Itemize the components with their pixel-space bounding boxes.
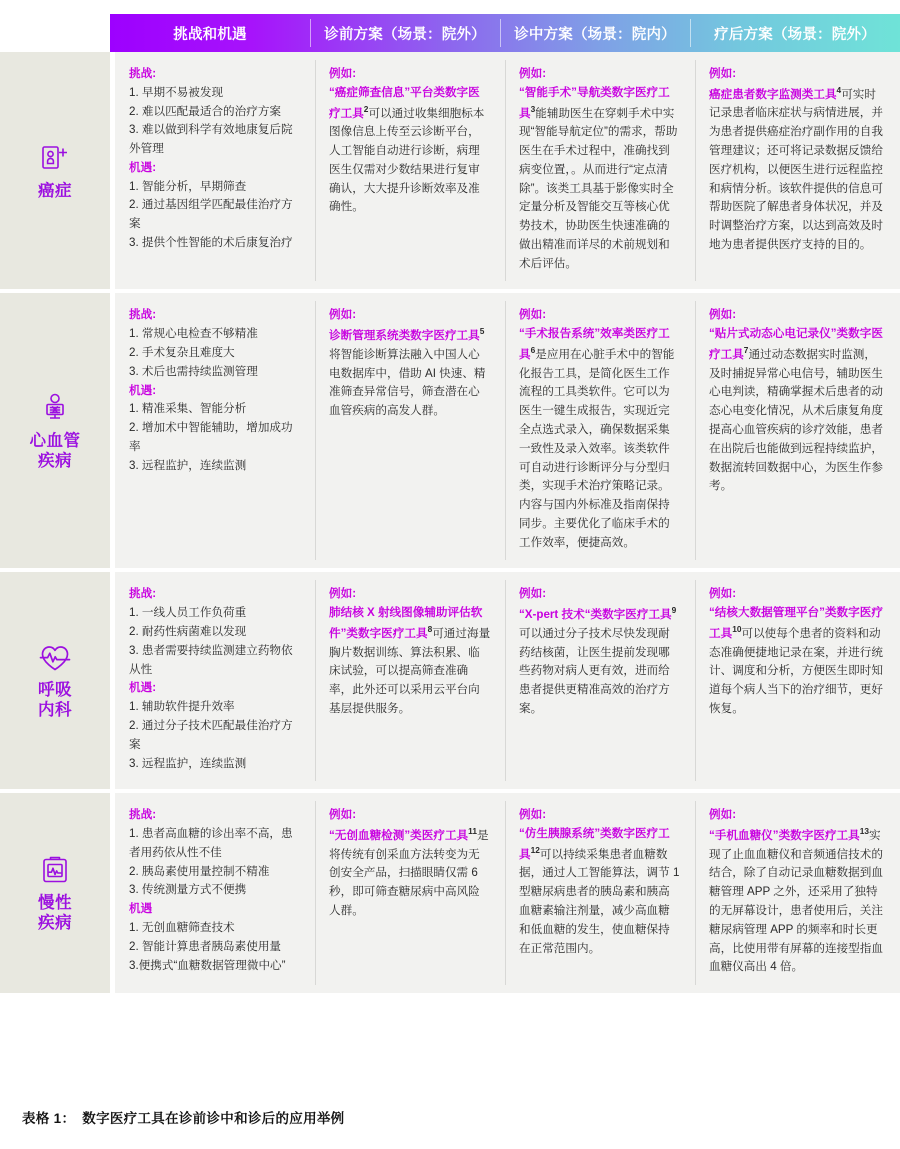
column-header-challenges (110, 14, 310, 52)
challenge-item: 2. 手术复杂且难度大 (129, 346, 235, 360)
table-caption (22, 1107, 344, 1127)
row-label-text: 慢性 疾病 (38, 894, 72, 933)
cell-mid-diagnosis (505, 572, 695, 789)
patient-monitor-icon (38, 391, 72, 425)
opportunity-label: 机遇: (129, 160, 157, 174)
example-label: 例如: (329, 308, 357, 322)
column-header-label: 诊前方案（场景：院外） (324, 26, 486, 43)
tool-description-post: 实现了止血血糖仪和音频通信技术的结合，除了自动记录血糖数据到血糖管理 APP 之外，还采用了独特的无屏幕设计，患者使用后，关注糖尿病管理 APP 的频率和时长更高，比使用带有屏幕的连接型指血血糖仪高出 4 倍。 (709, 828, 883, 974)
tool-name-pre: “癌症筛查信息”平台类数字医疗工具 (329, 85, 480, 120)
row-label-text: 呼吸 内科 (38, 680, 72, 719)
heart-pulse-icon (37, 642, 73, 674)
tool-name-pre: 诊断管理系统类数字医疗工具 (329, 329, 480, 343)
table-row (0, 52, 900, 289)
cell-challenges-opportunities (115, 293, 315, 568)
tool-name-mid: “仿生胰腺系统”类数字医疗工具 (519, 827, 670, 861)
example-label: 例如: (519, 308, 547, 322)
opportunity-item: 3. 提供个性智能的术后康复治疗 (129, 236, 293, 250)
cell-challenges-opportunities (115, 572, 315, 789)
tool-description-mid: 能辅助医生在穿刺手术中实现“智能导航定位”的需求，帮助医生在手术过程中，准确找到病变位置，。从而进行“定点清除”。该类工具基于影像实时全定量分析及智能交互等核心优势技术，协助医生快速准确的做出精准而详尽的术前规划和术后评估。 (519, 106, 678, 270)
opportunity-item: 1. 无创血糖筛查技术 (129, 920, 235, 934)
opportunity-item: 2. 通过基因组学匹配最佳治疗方案 (129, 198, 293, 231)
opportunity-label: 机遇: (129, 383, 157, 397)
table-row (0, 572, 900, 789)
challenge-item: 2. 难以匹配最适合的治疗方案 (129, 104, 282, 118)
table-row (0, 293, 900, 568)
row-label-3 (0, 793, 110, 993)
tool-name-pre: “无创血糖检测”类医疗工具 (329, 828, 469, 842)
example-label: 例如: (519, 67, 547, 80)
opportunity-item: 2. 通过分子技术匹配最佳治疗方案 (129, 718, 293, 751)
footnote-marker-mid: 3 (530, 103, 536, 114)
tool-description-post: 通过动态数据实时监测，及时捕捉异常心电信号，辅助医生心电判读，精确掌握术后患者的动态心电变化情况，从术后康复角度提高心血管疾病的诊疗效能，患者在出院后也能做到远程持续监护，数据流转回数据中心，为医生作参考。 (709, 347, 883, 493)
challenge-item: 2. 胰岛素使用量控制不精准 (129, 864, 270, 878)
challenge-label: 挑战: (129, 67, 157, 80)
row-label-1 (0, 293, 110, 568)
challenge-item: 2. 耐药性病菌难以发现 (129, 625, 247, 639)
tool-description-post: 可以使每个患者的资料和动态准确便捷地记录在案，并进行统计、调度和分析，方便医生即时知道每个病人当下的治疗细节，更好恢复。 (709, 626, 883, 716)
column-header-label: 挑战和机遇 (173, 26, 247, 43)
challenge-item: 1. 患者高血糖的诊出率不高，患者用药依从性不佳 (129, 827, 293, 859)
tool-name-mid: “手术报告系统”效率类医疗工具 (519, 327, 670, 361)
row-label-text: 癌症 (38, 181, 72, 200)
cell-post-treatment (695, 572, 900, 789)
cell-pre-diagnosis (315, 793, 505, 993)
row-cells (115, 52, 900, 289)
example-label: 例如: (519, 587, 547, 601)
header-gradient-bar (110, 14, 900, 52)
table-row (0, 793, 900, 993)
cell-challenges-opportunities (115, 52, 315, 289)
column-header-label: 诊中方案（场景：院内） (514, 26, 676, 43)
row-label-0 (0, 52, 110, 289)
tool-name-mid: “X-pert 技术“类数字医疗工具 (519, 608, 672, 622)
tool-name-post: 癌症患者数字监测类工具 (709, 87, 837, 101)
column-header-pre-diagnosis (310, 14, 500, 52)
header-corner-spacer (0, 14, 110, 52)
row-label-text: 心血管 疾病 (29, 431, 81, 470)
cell-mid-diagnosis (505, 793, 695, 993)
footnote-marker-post: 7 (743, 345, 749, 356)
tool-name-mid: “智能手术”导航类数字医疗工具 (519, 85, 670, 120)
opportunity-item: 3. 远程监护，连续监测 (129, 756, 247, 770)
column-header-mid-diagnosis (500, 14, 690, 52)
challenge-item: 3. 难以做到科学有效地康复后院外管理 (129, 123, 293, 156)
example-label: 例如: (519, 808, 547, 822)
opportunity-item: 1. 智能分析，早期筛查 (129, 179, 247, 193)
example-label: 例如: (709, 308, 737, 322)
clipboard-chart-icon (39, 853, 71, 887)
cell-mid-diagnosis (505, 52, 695, 289)
footnote-marker-post: 13 (859, 826, 870, 837)
cell-challenges-opportunities (115, 793, 315, 993)
caption-text: 数字医疗工具在诊前诊中和诊后的应用举例 (82, 1111, 345, 1126)
example-label: 例如: (709, 587, 737, 601)
column-header-post-treatment (690, 14, 900, 52)
column-header-label: 疗后方案（场景：院外） (714, 26, 876, 43)
footnote-marker-post: 4 (836, 84, 842, 95)
opportunity-item: 1. 精准采集、智能分析 (129, 402, 247, 416)
footnote-marker-pre: 11 (468, 826, 477, 837)
row-cells (115, 293, 900, 568)
tool-description-pre: 将智能诊断算法融入中国人心电数据库中，借助 AI 快速、精准筛查异常信号，筛查潜在心血管疾病的高发人群。 (329, 347, 486, 418)
example-label: 例如: (329, 808, 357, 822)
footnote-marker-pre: 8 (427, 624, 433, 635)
medical-record-plus-icon (38, 141, 72, 175)
opportunity-item: 2. 增加术中智能辅助，增加成功率 (129, 421, 293, 453)
cell-post-treatment (695, 52, 900, 289)
cell-post-treatment (695, 793, 900, 993)
challenge-item: 1. 一线人员工作负荷重 (129, 606, 247, 620)
example-label: 例如: (709, 67, 737, 80)
example-label: 例如: (709, 808, 737, 822)
opportunity-item: 3. 远程监护，连续监测 (129, 458, 247, 472)
challenge-item: 3. 传统测量方式不便携 (129, 883, 247, 897)
tool-description-mid: 可以持续采集患者血糖数据，通过人工智能算法，调节 1 型糖尿病患者的胰岛素和胰高血糖素输注剂量，减少高血糖和低血糖的发生，使血糖保持在正常范围内。 (519, 847, 680, 955)
tool-description-pre: 可以通过收集细胞标本图像信息上传至云诊断平台，人工智能自动进行诊断，病理医生仅需对少数结果进行复审确认，大大提升诊断效率及准确性。 (329, 106, 485, 214)
footnote-marker-pre: 2 (363, 103, 369, 114)
opportunity-item: 1. 辅助软件提升效率 (129, 700, 235, 714)
opportunity-label: 机遇 (129, 902, 153, 916)
opportunity-item: 3.便携式“血糖数据管理微中心” (129, 958, 286, 972)
caption-number: 表格 1： (22, 1111, 76, 1126)
row-label-2 (0, 572, 110, 789)
tool-description-post: 可实时记录患者临床症状与病情进展，并为患者提供癌症治疗副作用的自我管理建议；还可将记录数据反馈给医疗机构，以便医生进行远程监控和病情分析。该软件提供的信息可帮助医院了解患者身体状况，并及时调整治疗方案，以达到高效及时地为患者提供医疗支持的目的。 (709, 87, 883, 251)
row-cells (115, 793, 900, 993)
cell-mid-diagnosis (505, 293, 695, 568)
cell-pre-diagnosis (315, 52, 505, 289)
challenge-item: 3. 患者需要持续监测建立药物依从性 (129, 643, 293, 676)
challenge-label: 挑战: (129, 587, 157, 601)
cell-post-treatment (695, 293, 900, 568)
example-label: 例如: (329, 587, 357, 601)
challenge-item: 1. 早期不易被发现 (129, 85, 224, 99)
footnote-marker-mid: 9 (671, 605, 677, 616)
opportunity-label: 机遇: (129, 681, 157, 695)
row-cells (115, 572, 900, 789)
cell-pre-diagnosis (315, 293, 505, 568)
tool-name-post: “结核大数据管理平台”类数字医疗工具 (709, 606, 883, 640)
tool-name-post: “手机血糖仪”类数字医疗工具 (709, 828, 860, 842)
table-body (0, 52, 900, 993)
footnote-marker-mid: 12 (530, 844, 540, 855)
tool-description-pre: 可通过海量胸片数据训练、算法积累、临床试验，可以提高筛查准确率，此外还可以采用云平台向基层提供服务。 (329, 626, 491, 716)
challenge-label: 挑战: (129, 308, 157, 322)
tool-description-pre: 是将传统有创采血方法转变为无创安全产品，扫描眼睛仅需 6 秒，即可筛查糖尿病中高风险人群。 (329, 828, 489, 918)
challenge-label: 挑战: (129, 808, 157, 822)
example-label: 例如: (329, 67, 357, 80)
footnote-marker-post: 10 (732, 624, 742, 635)
cell-pre-diagnosis (315, 572, 505, 789)
challenge-item: 3. 术后也需持续监测管理 (129, 364, 258, 378)
footnote-marker-mid: 6 (530, 345, 536, 356)
tool-name-pre: 肺结核 X 射线图像辅助评估软件”类数字医疗工具 (329, 606, 483, 640)
tool-description-mid: 是应用在心脏手术中的智能化报告工具，是简化医生工作流程的工具类软件。它可以为医生一键生成报告，实现近完全点选式录入，确保数据采集一致性及录入效率。该类软件可自动进行诊断评分与分型归类，实现手术治疗策略记录。内容与国内外标准及指南保持同步。主要优化了临床手术的工作效率，便捷高效。 (519, 347, 675, 549)
footnote-marker-pre: 5 (479, 326, 485, 337)
challenge-item: 1. 常规心电检查不够精准 (129, 327, 258, 341)
table-header-row (0, 14, 900, 52)
tool-description-mid: 可以通过分子技术尽快发现耐药结核菌，让医生提前发现哪些药物对病人更有效，进而给患者提供更精准高效的治疗方案。 (519, 626, 670, 716)
opportunity-item: 2. 智能计算患者胰岛素使用量 (129, 939, 282, 953)
tool-name-post: “贴片式动态心电记录仪”类数字医疗工具 (709, 327, 883, 361)
